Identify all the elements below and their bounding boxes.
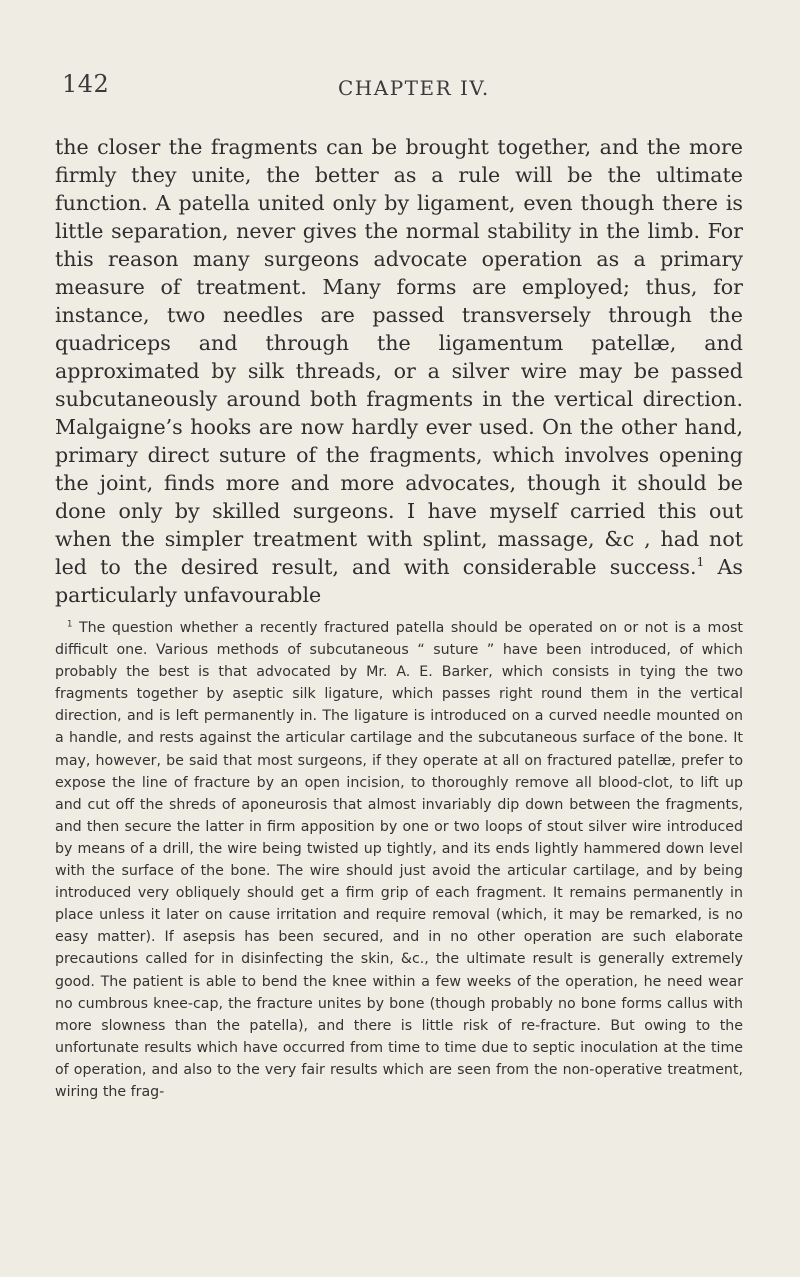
chapter-heading: CHAPTER IV. [338, 76, 490, 100]
footnote-text: The question whether a recently fractured patella should be operated on or not is a most difficult one. Various methods of subcutaneous “ suture ” have been introduced, of which probably the best is that advocated by Mr. A. E. Barker, which consists in tying the two fragments together by aseptic silk ligature, which passes right round them in the vertical direction, and is left permanently in. The ligature is introduced on a curved needle mounted on a handle, and rests against the articular cartilage and the subcutaneous surface of the bone. It may, however, be said that most surgeons, if they operate at all on fractured patellæ, prefer to expose the line of fracture by an open incision, to thoroughly remove all blood-clot, to lift up and cut off the shreds of aponeurosis that almost invariably dip down between the fragments, and then secure the latter in firm apposition by one or two loops of stout silver wire introduced by means of a drill, the wire being twisted up tightly, and its ends lightly hammered down level with the surface of the bone. The wire should just avoid the articular cartilage, and by being introduced very obliquely should get a firm grip of each fragment. It remains permanently in place unless it later on cause irritation and require removal (which, it may be remarked, is no easy matter). If asepsis has been secured, and in no other operation are such elaborate precautions called for in disinfecting the skin, &c., the ultimate result is generally extremely good. The patient is able to bend the knee within a few weeks of the operation, he need wear no cumbrous knee-cap, the fracture unites by bone (though probably no bone forms callus with more slowness than the patella), and there is little risk of re-fracture. But owing to the unfortunate results which have occurred from time to time due to septic inoculation at the time of operation, and also to the very fair results which are seen from the non-operative treatment, wiring the frag- [55, 620, 743, 1100]
page-number: 142 [62, 70, 110, 98]
footnote-reference: 1 [696, 555, 705, 570]
body-paragraph [55, 133, 743, 609]
footnote [55, 617, 743, 1103]
running-head [62, 70, 742, 110]
body-text: the closer the fragments can be brought together, and the more firmly they unite, the better as a rule will be the ultimate function. A patella united only by ligament, even though there is little separation, never gives the normal stability in the limb. For this reason many surgeons advocate operation as a primary measure of treatment. Many forms are employed; thus, for instance, two needles are passed transversely through the quadriceps and through the ligamentum patellæ, and approximated by silk threads, or a silver wire may be passed subcutaneously around both fragments in the vertical direction. Malgaigne’s hooks are now hardly ever used. On the other hand, primary direct suture of the fragments, which involves opening the joint, finds more and more advocates, though it should be done only by skilled surgeons. I have myself carried this out when the simpler treatment with splint, massage, &c , had not led to the desired result, and with considerable success. [55, 135, 743, 579]
body-text-end: As particularly unfavourable [55, 555, 743, 607]
footnote-marker: 1 [67, 619, 73, 630]
